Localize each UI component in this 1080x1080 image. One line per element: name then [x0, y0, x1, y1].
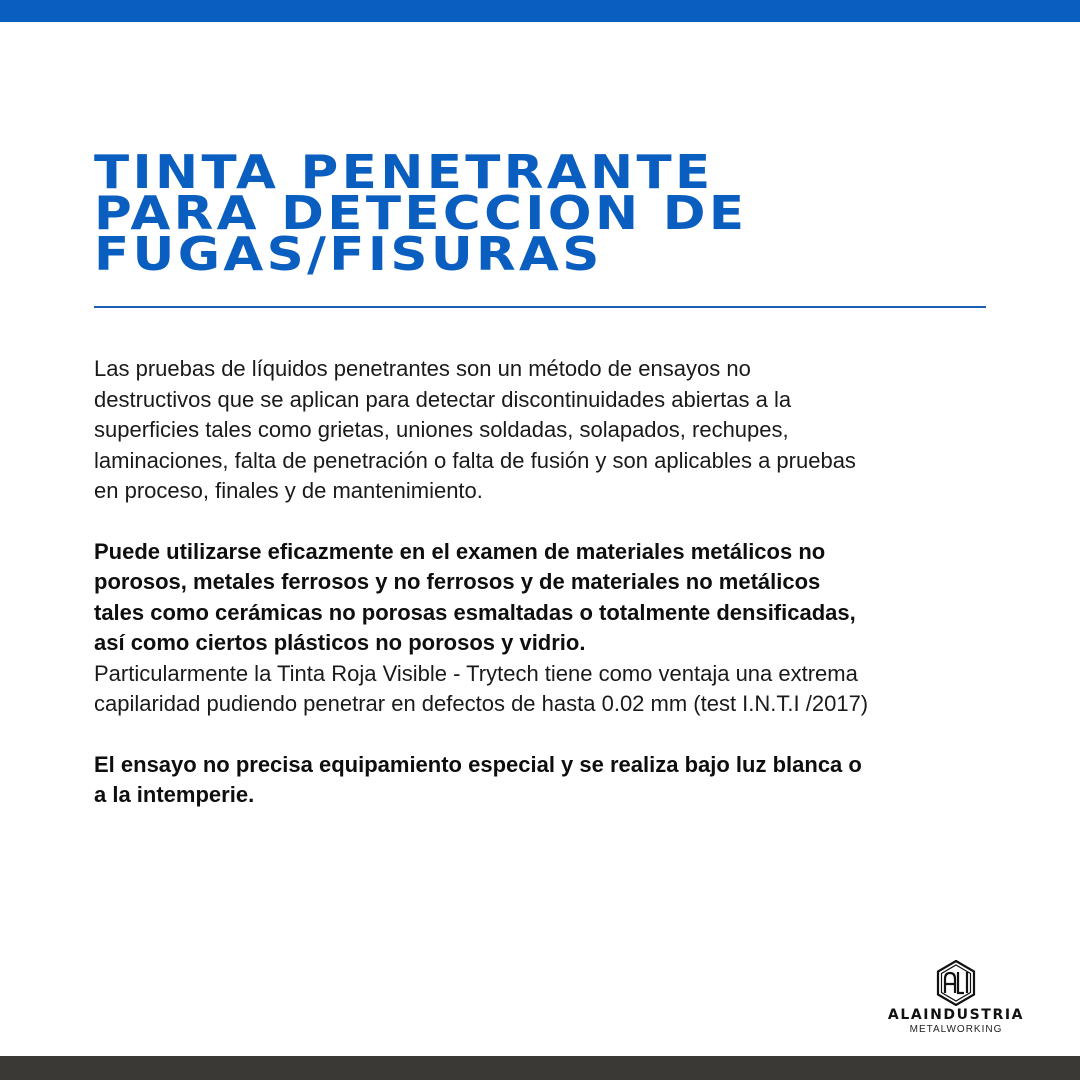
text-line: El ensayo no precisa equipamiento especial y se realiza bajo luz blanca o: [94, 751, 862, 777]
text-line: así como ciertos plásticos no porosos y vidrio.: [94, 630, 586, 655]
brand-name: ALAINDUSTRIA: [887, 1007, 1025, 1023]
body-text: [94, 354, 994, 811]
title-line: TINTA PENETRANTE: [94, 145, 714, 199]
text-line: Puede utilizarse eficazmente en el examen de materiales metálicos no: [94, 538, 826, 564]
title-divider: [94, 306, 986, 308]
text-line: tales como cerámicas no porosas esmaltadas o totalmente densificadas,: [94, 599, 856, 625]
brand-logo: [866, 960, 1046, 1035]
advantage-paragraph: [94, 659, 994, 720]
text-line: a la intemperie.: [94, 782, 255, 807]
intro-paragraph: [94, 354, 994, 507]
text-line: porosos, metales ferrosos y no ferrosos y de materiales no metálicos: [94, 569, 821, 594]
paragraph-spacer: [94, 507, 994, 537]
page-title: [94, 145, 1080, 281]
text-line: en proceso, finales y de mantenimiento.: [94, 478, 483, 503]
text-line: Particularmente la Tinta Roja Visible - Trytech tiene como ventaja una extrema: [94, 660, 858, 686]
brand-tagline: METALWORKING: [909, 1024, 1003, 1035]
closing-paragraph: [94, 750, 994, 811]
text-line: destructivos que se aplican para detectar discontinuidades abiertas a la: [94, 386, 792, 412]
text-line: superficies tales como grietas, uniones soldadas, solapados, rechupes,: [94, 417, 789, 442]
text-line: capilaridad pudiendo penetrar en defectos de hasta 0.02 mm (test I.N.T.I /2017): [94, 691, 869, 716]
text-line: laminaciones, falta de penetración o falta de fusión y son aplicables a pruebas: [94, 447, 856, 473]
top-accent-bar: [0, 0, 1080, 22]
title-line: FUGAS/FISURAS: [94, 227, 603, 281]
bottom-footer-bar: [0, 1056, 1080, 1080]
text-line: Las pruebas de líquidos penetrantes son un método de ensayos no: [94, 356, 751, 381]
paragraph-spacer: [94, 720, 994, 750]
ali-monogram-icon: [936, 960, 976, 1006]
title-line: PARA DETECCION DE: [94, 186, 748, 240]
materials-paragraph: [94, 537, 994, 659]
